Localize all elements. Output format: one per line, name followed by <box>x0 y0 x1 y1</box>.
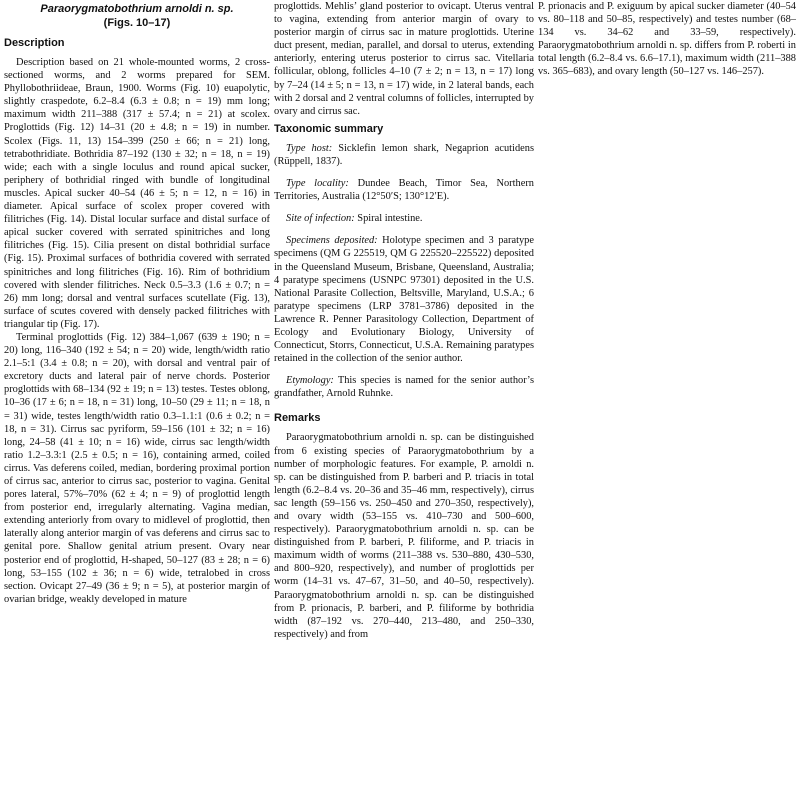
description-paragraph-1: Description based on 21 whole-mounted worms, 2 cross-sectioned worms, and 2 worms prepared for SEM. Phyllobothriideae, Braun, 1900. Worms (Fig. 10) euapolytic, slightly craspedote, 6.2–8.4 (6.3 ± 0.8; n = 19) mm long; maximum width 211–388 (317 ± 57.4; n = 21) at scolex. Proglottids (Fig. 12) 14–31 (20 ± 4.8; n = 19) in number. Scolex (Figs. 11, 13) 154–399 (250 ± 66; n = 21) long, tetrabothridiate. Bothridia 87–192 (130 ± 32; n = 18, n = 19) wide; each with a single loculus and round apical sucker, periphery of bothridial ringed with bundle of longitudinal muscles. Apical sucker 40–54 (46 ± 5; n = 12, n = 16) in diameter. Apical surface of scolex proper covered with filitriches (Fig. 14). Distal locular surface and distal surface of apical sucker covered with serrated spinitriches and long filitriches (Fig. 15). Cilia present on distal bothridial surface (Fig. 15). Proximal surfaces of bothridia covered with serrated spinitriches and long filitriches (Fig. 16). Rim of bothridium covered with slender filitriches. Neck 0.5–3.3 (1.6 ± 0.7; n = 26) mm long; dorsal and ventral surfaces scutellate (Fig. 13), surface of scutes covered with densely packed filitriches with triangular tip (Fig. 17). <box>4 57 270 330</box>
description-heading: Description <box>4 37 65 49</box>
site-of-infection-label: Site of infection: <box>286 213 355 225</box>
remarks-heading: Remarks <box>274 412 321 425</box>
type-host-entry <box>274 142 534 168</box>
description-paragraph-2-continued: proglottids. Mehlis’ gland posterior to ovicapt. Uterus ventral to vagina, extending from anterior margin of ovary to posterior margin of cirrus sac in mature proglottids. Uterine duct present, median, parallel, and dorsal to uterus, extending anteriorly, entering uterus posterior to cirrus sac. Vitellaria follicular, oblong, follicles 4–10 (7 ± 2; n = 13, n = 17) long by 7–24 (14 ± 5; n = 13, n = 17) wide, in 2 lateral bands, each with 2 dorsal and 2 ventral columns of follicles, interrupted by ovary and cirrus sac. <box>274 1 534 117</box>
description-body <box>4 56 270 606</box>
specimens-deposited-value: Holotype specimen and 3 paratype specimens (QM G 225519, QM G 225520–225522) deposited in the Queensland Museum, Brisbane, Queensland, Australia; 4 paratype specimens (USNPC 97301) deposited in the U.S. National Parasite Collection, Beltsville, Maryland, U.S.A.; 6 paratype specimens (LRP 3781–3786) deposited in the Lawrence R. Penner Parasitology Collection, Department of Ecology and Evolutionary Biology, University of Connecticut, Storrs, Connecticut, U.S.A. Remaining paratypes retained in the collection of the senior author. <box>274 235 535 365</box>
taxonomic-summary-body <box>274 142 534 401</box>
specimens-deposited-entry <box>274 234 534 365</box>
column-right <box>538 0 796 79</box>
type-host-label: Type host: <box>286 142 333 154</box>
etymology-entry <box>274 374 534 400</box>
site-of-infection-value: Spiral intestine. <box>357 213 423 225</box>
remarks-continued <box>538 0 796 79</box>
column-left <box>4 0 270 606</box>
species-title: Paraorygmatobothrium arnoldi n. sp. <box>40 3 234 15</box>
specimens-deposited-label: Specimens deposited: <box>286 235 378 247</box>
etymology-value: This species is named for the senior author’s grandfather, Arnold Ruhnke. <box>274 375 534 400</box>
figure-reference: (Figs. 10–17) <box>103 17 171 29</box>
etymology-label: Etymology: <box>286 375 334 387</box>
description-paragraph-2: Terminal proglottids (Fig. 12) 384–1,067 (639 ± 190; n = 20) long, 116–340 (192 ± 54; n = 20) wide, length/width ratio 2.1–5:1 (3.4 ± 0.8; n = 20), with dorsal and ventral pair of excretory ducts and lateral pair of nerve chords. Posterior proglottids with 68–134 (92 ± 19; n = 13) testes. Testes oblong, 10–36 (17 ± 6; n = 18, n = 31) long, 10–50 (29 ± 11; n = 18, n = 31) wide, testes length/width ratio 0.3–1.1:1 (0.6 ± 0.2; n = 18, n = 31). Cirrus sac pyriform, 59–156 (101 ± 32; n = 16) long, 24–58 (41 ± 10; n = 16) wide, cirrus sac length/width ratio 1.2–3.3:1 (2.5 ± 0.5; n = 16), containing armed, coiled cirrus. Vas deferens coiled, median, bordering proximal portion of cirrus sac, anterior to cirrus sac, posterior to vagina. Genital pores lateral, 57%–70% (62 ± 4; n = 9) of proglottid length from posterior end, irregularly alternating. Vagina median, extending anteriorly from ovary to midlevel of proglottid, then laterally along anterior margin of vas deferens and cirrus sac to genital pore. Shallow genital atrium present. Ovary near posterior end of proglottid, H-shaped, 50–127 (83 ± 28; n = 6) long, 53–155 (102 ± 36; n = 6) wide, tetralobed in cross section. Ovicapt 27–49 (36 ± 9; n = 5), at posterior margin of ovarian bridge, weakly developed in mature <box>4 331 270 605</box>
description-continued <box>274 0 534 118</box>
remarks-paragraph-1-continued: P. prionacis and P. exiguum by apical sucker diameter (40–54 vs. 80–118 and 50–85, respectively) and testes number (68–134 vs. 34–62 and 33–59, respectively). Paraorygmatobothrium arnoldi n. sp. differs from P. roberti in total length (6.2–8.4 vs. 6.6–17.1), maximum width (211–388 vs. 365–683), and ovary length (50–127 vs. 146–257). <box>538 1 796 78</box>
type-locality-entry <box>274 177 534 203</box>
column-middle <box>274 0 534 641</box>
taxonomic-summary-heading: Taxonomic summary <box>274 122 384 135</box>
site-of-infection-entry <box>274 212 534 225</box>
remarks-body <box>274 431 534 641</box>
type-locality-label: Type locality: <box>286 178 349 190</box>
remarks-paragraph-1: Paraorygmatobothrium arnoldi n. sp. can be distinguished from 6 existing species of Paraorygmatobothrium by a number of morphologic features. For example, P. arnoldi n. sp. can be distinguished from P. barberi and P. triacis in total length (6.2–8.4 vs. 20–36 and 35–46 mm, respectively), cirrus sac length (59–156 vs. 250–450 and 270–350, respectively), and ovary width (53–155 vs. 410–730 and 500–600, respectively). Paraorygmatobothrium arnoldi n. sp. can be distinguished from P. barberi, P. filiforme, and P. triacis in maximum width of worms (211–388 vs. 530–880, 430–530, and 800–920, respectively), and number of proglottids per worm (14–31 vs. 47–67, 31–50, and 40–50, respectively). Paraorygmatobothrium arnoldi n. sp. can be distinguished from P. prionacis, P. barberi, and P. filiforme by bothridia width (87–192 vs. 270–440, 213–480, and 250–330, respectively) and from <box>274 432 534 640</box>
type-host-value: Sicklefin lemon shark, Negaprion acutidens (Rüppell, 1837). <box>274 142 534 167</box>
type-locality-value: Dundee Beach, Timor Sea, Northern Territories, Australia (12°50′S; 130°12′E). <box>274 178 534 203</box>
